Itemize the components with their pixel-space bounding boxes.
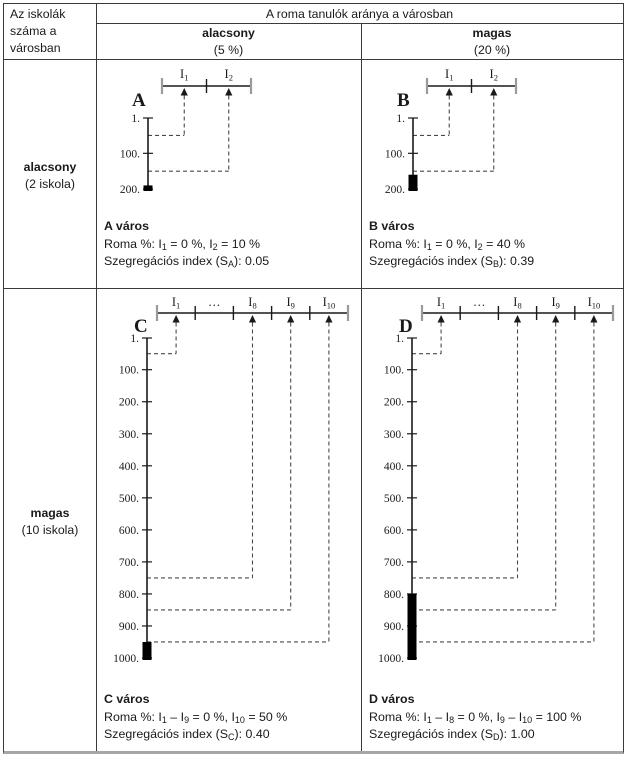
school-label: $I_1$	[180, 67, 189, 83]
rank-tick-label: 500.	[118, 492, 139, 505]
arrow-up-icon	[225, 88, 232, 96]
caption-title: D város	[369, 692, 415, 706]
arrow-up-icon	[287, 315, 294, 323]
arrow-up-icon	[446, 88, 453, 96]
rank-tick-label: 600.	[118, 524, 139, 537]
school-label: $I_2$	[489, 67, 498, 83]
caption-city-C	[104, 691, 356, 744]
column-header-subtitle: (20 %)	[473, 42, 511, 57]
rank-tick-label: 100.	[119, 148, 140, 161]
rank-tick-label: 1.	[131, 113, 140, 125]
corner-header-line: száma a	[10, 24, 57, 38]
diagram-city-C	[96, 288, 361, 688]
caption-city-D	[369, 691, 621, 744]
row-header-alacsony	[4, 159, 96, 193]
row-header-subtitle: (10 iskola)	[21, 523, 79, 537]
roma-students-bar	[408, 594, 417, 660]
diagram-city-D	[361, 288, 626, 688]
caption-title: A város	[104, 219, 149, 233]
school-label: $I_8$	[513, 295, 522, 311]
column-header-title: alacsony	[202, 26, 255, 40]
column-header-magas	[361, 25, 623, 58]
school-label: …	[208, 295, 221, 309]
arrow-up-icon	[181, 88, 188, 96]
city-letter: B	[397, 90, 410, 111]
column-header-title: magas	[472, 26, 512, 40]
school-label: $I_9$	[286, 295, 295, 311]
rank-tick-label: 300.	[383, 428, 404, 441]
rank-tick-label: 200.	[118, 396, 139, 409]
column-header-alacsony	[96, 25, 361, 58]
arrow-up-icon	[490, 88, 497, 96]
arrow-up-icon	[552, 315, 559, 323]
caption-city-B	[369, 218, 621, 271]
caption-index-line: Szegregációs index $(S_A)$: 0.05	[104, 254, 270, 269]
rank-tick-label: 100.	[384, 148, 405, 161]
caption-title: B város	[369, 219, 415, 233]
school-label: …	[473, 295, 486, 309]
rank-tick-label: 1.	[395, 333, 404, 345]
rank-tick-label: 200.	[119, 184, 140, 196]
row-header-title: magas	[30, 506, 70, 520]
rank-tick-label: 1000.	[113, 653, 139, 665]
rank-tick-label: 900.	[383, 620, 404, 633]
caption-roma-line: Roma %: $I_1 = 0$ %, $I_2 = 40$ %	[369, 236, 526, 252]
rank-tick-label: 800.	[383, 588, 404, 601]
rank-tick-label: 200.	[384, 184, 405, 196]
roma-students-bar	[409, 175, 418, 191]
school-label: $I_9$	[551, 295, 560, 311]
column-header-subtitle: (5 %)	[213, 42, 244, 57]
caption-city-A	[104, 218, 356, 271]
rank-tick-label: 100.	[383, 364, 404, 377]
caption-roma-line: Roma %: $I_1 - I_8 = 0$ %, $I_9 - I_{10} = 100$ %	[369, 709, 582, 725]
rank-tick-label: 700.	[383, 556, 404, 569]
diagram-city-A	[96, 59, 361, 219]
city-letter: A	[132, 90, 146, 111]
caption-index-line: Szegregációs index $(S_C)$: 0.40	[104, 727, 270, 742]
school-label: $I_1$	[445, 67, 454, 83]
caption-roma-line: Roma %: $I_1 = 0$ %, $I_2 = 10$ %	[104, 236, 261, 252]
school-label: $I_{10}$	[322, 295, 336, 311]
rank-tick-label: 600.	[383, 524, 404, 537]
rank-tick-label: 1000.	[378, 653, 404, 665]
school-label: $I_1$	[436, 295, 446, 311]
segregation-table	[3, 3, 624, 754]
arrow-up-icon	[514, 315, 521, 323]
caption-roma-line: Roma %: $I_1 - I_9 = 0$ %, $I_{10} = 50$ %	[104, 709, 288, 725]
row-header-subtitle: (2 iskola)	[25, 177, 75, 191]
corner-header-line: Az iskolák	[10, 7, 66, 21]
arrow-up-icon	[249, 315, 256, 323]
city-letter: D	[399, 316, 413, 337]
caption-index-line: Szegregációs index $(S_B)$: 0.39	[369, 254, 535, 269]
corner-header	[10, 6, 65, 57]
rank-tick-label: 100.	[118, 364, 139, 377]
city-letter: C	[134, 316, 148, 337]
arrow-up-icon	[173, 315, 180, 323]
arrow-up-icon	[325, 315, 332, 323]
column-group-header: A roma tanulók aránya a városban	[265, 7, 454, 21]
arrow-up-icon	[438, 315, 445, 323]
row-header-title: alacsony	[23, 160, 77, 174]
arrow-up-icon	[590, 315, 597, 323]
rank-tick-label: 700.	[118, 556, 139, 569]
rank-tick-label: 900.	[118, 620, 139, 633]
rank-tick-label: 500.	[383, 492, 404, 505]
corner-header-line: városban	[10, 41, 61, 55]
diagram-city-B	[361, 59, 626, 219]
roma-students-bar	[144, 185, 153, 191]
school-label: $I_{10}$	[587, 295, 601, 311]
row-header-magas	[4, 505, 96, 539]
rank-tick-label: 1.	[396, 113, 405, 125]
rank-tick-label: 400.	[383, 460, 404, 473]
rank-tick-label: 300.	[118, 428, 139, 441]
roma-students-bar	[143, 642, 152, 660]
rank-tick-label: 200.	[383, 396, 404, 409]
rank-tick-label: 1.	[130, 333, 139, 345]
school-label: $I_1$	[171, 295, 181, 311]
rank-tick-label: 400.	[118, 460, 139, 473]
rank-tick-label: 800.	[118, 588, 139, 601]
school-label: $I_8$	[248, 295, 257, 311]
caption-index-line: Szegregációs index $(S_D)$: 1.00	[369, 727, 535, 742]
caption-title: C város	[104, 692, 150, 706]
school-label: $I_2$	[224, 67, 233, 83]
